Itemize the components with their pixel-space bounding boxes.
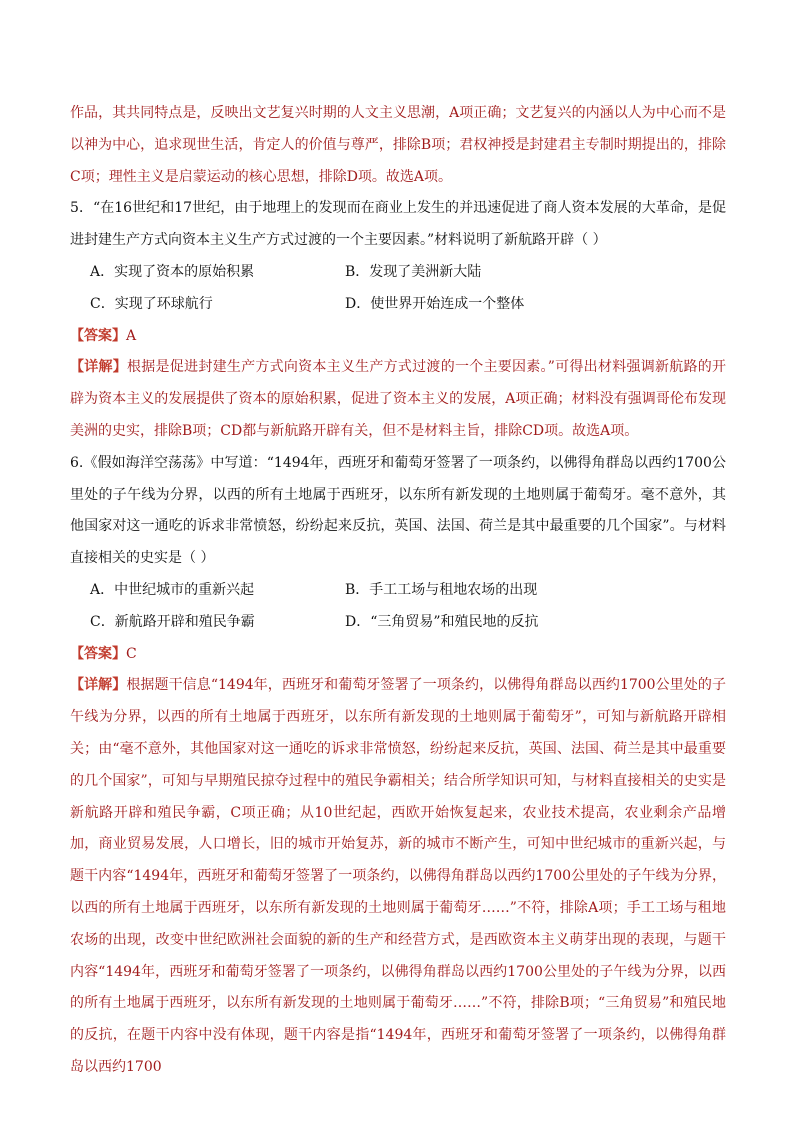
explain-text: 根据是促进封建生产方式向资本主义生产方式过渡的一个主要因素。”可得出材料强调新航路的开辟为资本主义的发展提供了资本的原始积累，促进了资本主义的发展，A项正确；材料没有强调哥伦布发现美洲的史实，排除B项；CD都与新航路开辟有关，但不是材料主旨，排除CD项。故选A项。 [70,359,726,439]
question-6-stem: 6.《假如海洋空荡荡》中写道：“1494年，西班牙和葡萄牙签署了一项条约，以佛得角群岛以西约1700公里处的子午线为分界，以西的所有土地属于西班牙，以东所有新发现的土地则属于葡萄牙。毫不意外，其他国家对这一通吃的诉求非常愤怒，纷纷起来反抗，英国、法国、荷兰是其中最重要的几个国家”。与材料直接相关的史实是（ ） [70,454,726,567]
answer-value: C [126,645,137,662]
question-6-answer [70,639,726,671]
explain-tag: 【详解】 [70,677,127,694]
option-a: A．中世纪城市的重新兴起 [90,581,255,598]
question-6-options-row-1 [70,575,726,607]
answer-value: A [126,327,137,344]
option-c: C．新航路开辟和殖民争霸 [90,613,255,630]
explain-tag: 【详解】 [70,359,128,376]
question-5-explanation [70,352,726,447]
explanation-paragraph: 作品，其共同特点是，反映出文艺复兴时期的人文主义思潮，A项正确；文艺复兴的内涵以人为中心而不是以神为中心，追求现世生活，肯定人的价值与尊严，排除B项；君权神授是封建君主专制时期提出的，排除C项；理性主义是启蒙运动的核心思想，排除D项。故选A项。 [70,105,726,185]
option-b: B．发现了美洲新大陆 [345,263,482,280]
explain-text: 根据题干信息“1494年，西班牙和葡萄牙签署了一项条约，以佛得角群岛以西约1700公里处的子午线为分界，以西的所有土地属于西班牙，以东所有新发现的土地则属于葡萄牙”，可知与新航路开辟相关；由“毫不意外，其他国家对这一通吃的诉求非常愤怒，纷纷起来反抗，英国、法国、荷兰是其中最重要的几个国家”，可知与早期殖民掠夺过程中的殖民争霸相关；结合所学知识可知，与材料直接相关的史实是新航路开辟和殖民争霸，C项正确；从10世纪起，西欧开始恢复起来，农业技术提高，农业剩余产品增加，商业贸易发展，人口增长，旧的城市开始复苏，新的城市不断产生，可知中世纪城市的重新兴起，与题干内容“1494年，西班牙和葡萄牙签署了一项条约，以佛得角群岛以西约1700公里处的子午线为分界，以西的所有土地属于西班牙，以东所有新发现的土地则属于葡萄牙……”不符，排除A项；手工工场与租地农场的出现，改变中世纪欧洲社会面貌的新的生产和经营方式，是西欧资本主义萌芽出现的表现，与题干内容“1494年，西班牙和葡萄牙签署了一项条约，以佛得角群岛以西约1700公里处的子午线为分界，以西的所有土地属于西班牙，以东所有新发现的土地则属于葡萄牙……”不符，排除B项；“三角贸易”和殖民地的反抗，在题干内容中没有体现，题干内容是指“1494年，西班牙和葡萄牙签署了一项条约，以佛得角群岛以西约1700 [70,677,726,1075]
option-d: D．使世界开始连成一个整体 [345,295,525,312]
option-d: D．“三角贸易”和殖民地的反抗 [345,613,539,630]
question-6-options-row-2 [70,607,726,639]
option-c: C．实现了环球航行 [90,295,213,312]
question-5-stem: 5．“在16世纪和17世纪，由于地理上的发现而在商业上发生的并迅速促进了商人资本发展的大革命，是促进封建生产方式向资本主义生产方式过渡的一个主要因素。”材料说明了新航路开辟（ ） [70,200,726,249]
answer-tag: 【答案】 [70,327,126,344]
option-a: A．实现了资本的原始积累 [90,263,255,280]
question-5-options-row-2 [70,289,726,321]
answer-tag: 【答案】 [70,645,126,662]
question-5-answer [70,321,726,353]
question-5-options-row-1 [70,257,726,289]
page-content [70,98,726,1084]
option-b: B．手工工场与租地农场的出现 [345,581,538,598]
question-6-explanation [70,670,726,1083]
